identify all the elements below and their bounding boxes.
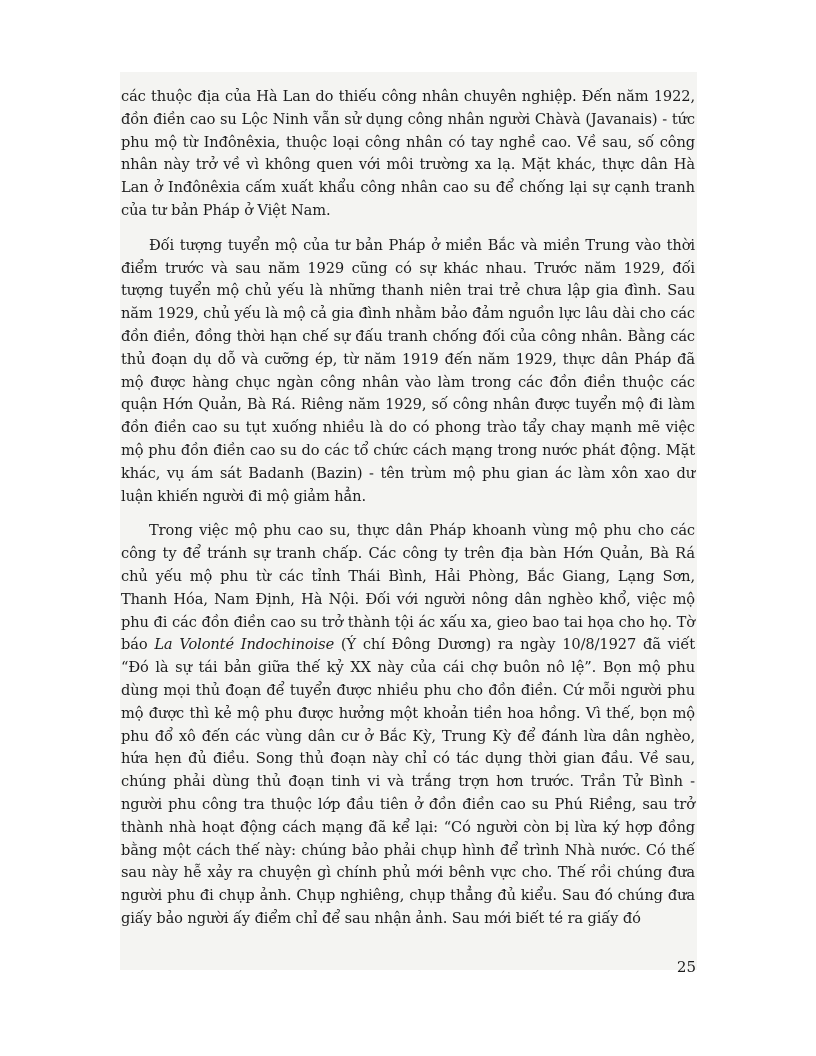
page-number: 25 xyxy=(676,958,696,976)
paragraph-3-part-1: Trong việc mộ phu cao su, thực dân Pháp khoanh vùng mộ phu cho các công ty để tránh sự tranh chấp. Các công ty trên địa bàn Hớn Quản, Bà Rá chủ yếu mộ phu từ các tỉnh Thái Bình, Hải Phòng, Bắc Giang, Lạng Sơn, Thanh Hóa, Nam Định, Hà Nội. Đối với người nông dân nghèo khổ, việc mộ phu đi các đồn điền cao su trở thành tội ác xấu xa, gieo bao tai họa cho họ. Tờ báo xyxy=(121,522,695,654)
newspaper-title: La Volonté Indochinoise xyxy=(154,636,335,654)
paragraph-3-part-2: (Ý chí Đông Dương) ra ngày 10/8/1927 đã viết “Đó là sự tái bản giữa thế kỷ XX này của cái chợ buôn nô lệ”. Bọn mộ phu dùng mọi thủ đoạn để tuyển được nhiều phu cho đồn điền. Cứ mỗi người phu mộ được thì kẻ mộ phu được hưởng một khoản tiền hoa hồng. Vì thế, bọn mộ phu đổ xô đến các vùng dân cư ở Bắc Kỳ, Trung Kỳ để đánh lừa dân nghèo, hứa hẹn đủ điều. Song thủ đoạn này chỉ có tác dụng thời gian đầu. Về sau, chúng phải dùng thủ đoạn tinh vi và trắng trợn hơn trước. Trần Tử Bình - người phu công tra thuộc lớp đầu tiên ở đồn điền cao su Phú Riềng, sau trở thành nhà hoạt động cách mạng đã kể lại: “Có người còn bị lừa ký hợp đồng bằng một cách thế này: chúng bảo phải chụp hình để trình Nhà nước. Có thế sau này hễ xảy ra chuyện gì chính phủ mới bênh vực cho. Thế rồi chúng đưa người phu đi chụp ảnh. Chụp nghiêng, chụp thẳng đủ kiểu. Sau đó chúng đưa giấy bảo người ấy điểm chỉ để sau nhận ảnh. Sau mới biết té ra giấy đó xyxy=(121,636,695,927)
body-text xyxy=(121,86,695,943)
paragraph-3 xyxy=(121,520,695,930)
paragraph-2: Đối tượng tuyển mộ của tư bản Pháp ở miền Bắc và miền Trung vào thời điểm trước và sau năm 1929 cũng có sự khác nhau. Trước năm 1929, đối tượng tuyển mộ chủ yếu là những thanh niên trai trẻ chưa lập gia đình. Sau năm 1929, chủ yếu là mộ cả gia đình nhằm bảo đảm nguồn lực lâu dài cho các đồn điền, đồng thời hạn chế sự đấu tranh chống đối của công nhân. Bằng các thủ đoạn dụ dỗ và cưỡng ép, từ năm 1919 đến năm 1929, thực dân Pháp đã mộ được hàng chục ngàn công nhân vào làm trong các đồn điền thuộc các quận Hớn Quản, Bà Rá. Riêng năm 1929, số công nhân được tuyển mộ đi làm đồn điền cao su tụt xuống nhiều là do có phong trào tẩy chay mạnh mẽ việc mộ phu đồn điền cao su do các tổ chức cách mạng trong nước phát động. Mặt khác, vụ ám sát Badanh (Bazin) - tên trùm mộ phu gian ác làm xôn xao dư luận khiến người đi mộ giảm hẳn. xyxy=(121,236,695,505)
paragraph-1: các thuộc địa của Hà Lan do thiếu công nhân chuyên nghiệp. Đến năm 1922, đồn điền cao su Lộc Ninh vẫn sử dụng công nhân người Chàvà (Javanais) - tức phu mộ từ Inđônêxia, thuộc loại công nhân có tay nghề cao. Về sau, số công nhân này trở về vì không quen với môi trường xa lạ. Mặt khác, thực dân Hà Lan ở Inđônêxia cấm xuất khẩu công nhân cao su để chống lại sự cạnh tranh của tư bản Pháp ở Việt Nam. xyxy=(121,88,695,219)
